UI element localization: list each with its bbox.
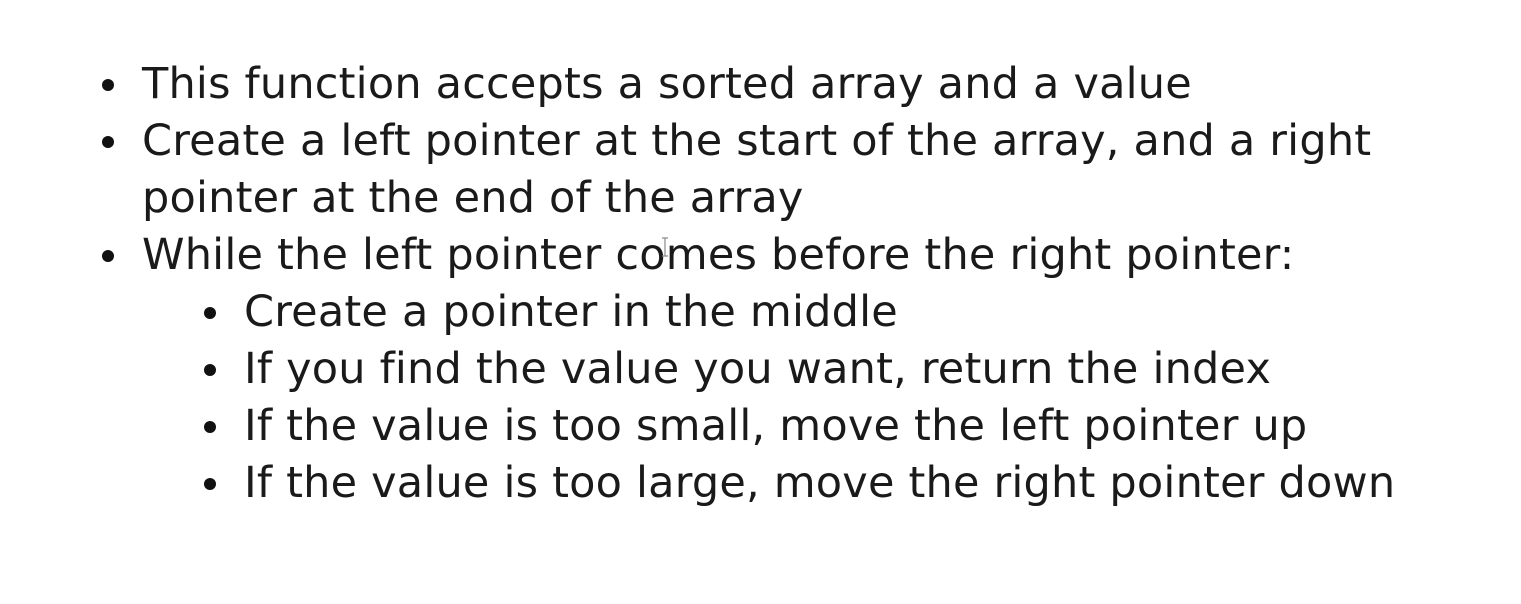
nested-list-item bbox=[96, 284, 1456, 341]
bullet-icon bbox=[204, 421, 216, 433]
bullet-icon bbox=[102, 79, 114, 91]
list-item bbox=[96, 113, 1396, 227]
nested-list-item-text: If the value is too small, move the left pointer up bbox=[244, 401, 1308, 451]
list-item-text: While the left pointer comes before the right pointer: bbox=[142, 230, 1295, 280]
list-item bbox=[96, 227, 1396, 512]
nested-list-item-text: If you find the value you want, return the index bbox=[244, 344, 1272, 394]
nested-list-item bbox=[96, 455, 1456, 512]
nested-list-item-text: Create a pointer in the middle bbox=[244, 287, 898, 337]
nested-list-item bbox=[96, 341, 1456, 398]
text-cursor-icon bbox=[660, 237, 670, 257]
bullet-list bbox=[96, 56, 1396, 512]
bullet-icon bbox=[204, 478, 216, 490]
list-item-text: Create a left pointer at the start of the array, and a right pointer at the end of the array bbox=[142, 116, 1372, 223]
bullet-icon bbox=[102, 250, 114, 262]
list-item bbox=[96, 56, 1396, 113]
nested-bullet-list bbox=[96, 284, 1456, 512]
bullet-icon bbox=[102, 136, 114, 148]
nested-list-item bbox=[96, 398, 1456, 455]
bullet-icon bbox=[204, 307, 216, 319]
nested-list-item-text: If the value is too large, move the right pointer down bbox=[244, 458, 1396, 508]
list-item-text: This function accepts a sorted array and a value bbox=[142, 59, 1192, 109]
bullet-icon bbox=[204, 364, 216, 376]
